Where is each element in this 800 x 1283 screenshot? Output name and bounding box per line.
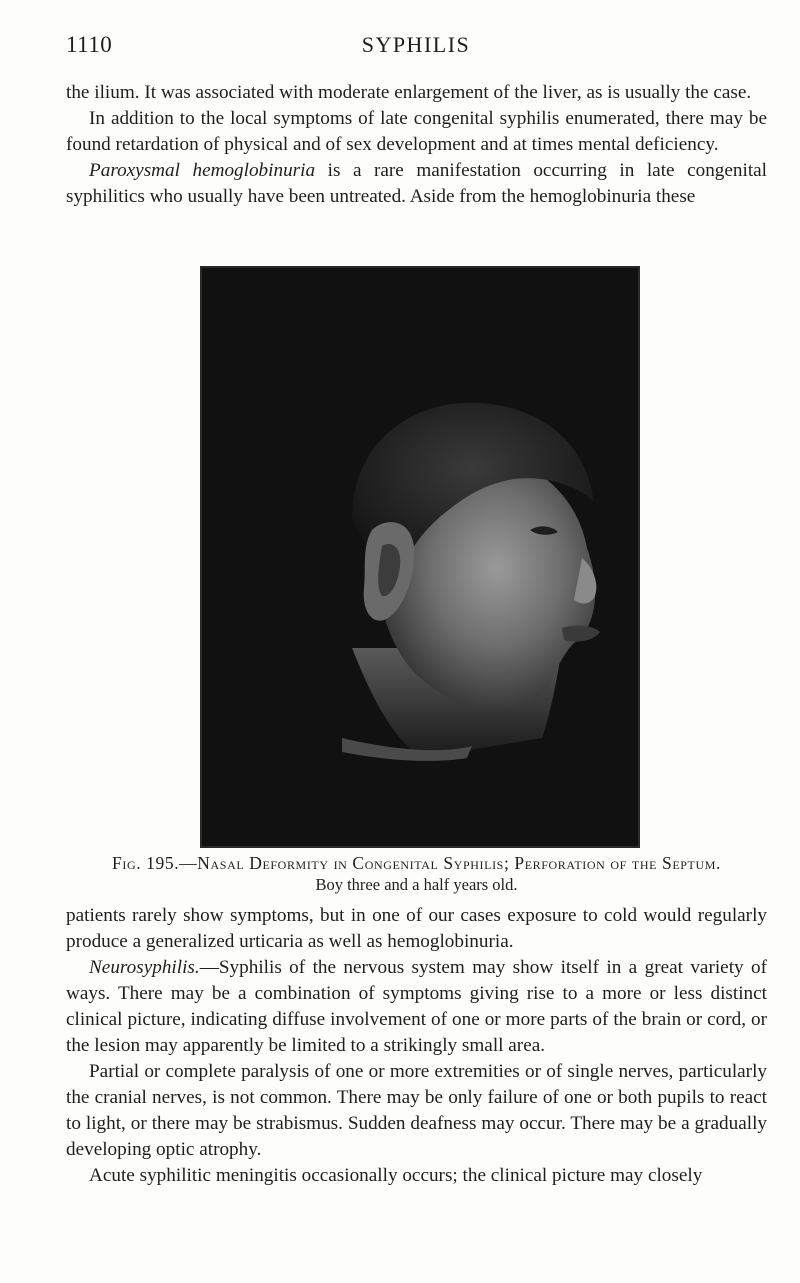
italic-term: Paroxysmal hemoglobinuria xyxy=(89,160,316,181)
paragraph xyxy=(66,955,767,1059)
page-number: 1110 xyxy=(66,32,113,57)
section-heading: Neurosyphilis. xyxy=(89,957,200,978)
caption-title: Fig. 195.—Nasal Deformity in Congenital Syphilis; Perforation of the Septum. xyxy=(112,853,721,873)
paragraph: patients rarely show symptoms, but in one of our cases exposure to cold would regularly produce a generalized urticaria as well as hemoglobinuria. xyxy=(66,905,767,952)
top-text-block xyxy=(66,80,767,210)
page-header xyxy=(66,32,766,62)
paragraph: the ilium. It was associated with moderate enlargement of the liver, as is usually the case. xyxy=(66,82,752,103)
caption-subtitle: Boy three and a half years old. xyxy=(315,875,518,894)
boy-profile-photo xyxy=(202,268,638,846)
bottom-text-block xyxy=(66,903,767,1189)
paragraph: Acute syphilitic meningitis occasionally occurs; the clinical picture may closely xyxy=(89,1165,703,1186)
paragraph-text: is a rare manifestation occurring in late congenital syphilitics who usually have been untreated. Aside from the hemoglobinuria these xyxy=(66,160,767,207)
paragraph-text: —Syphilis of the nervous system may show itself in a great variety of ways. There may be a combination of symptoms giving rise to a more or less distinct clinical picture, indicating diffuse involvement of one or more parts of the brain or cord, or the lesion may apparently be limited to a strikingly small area. xyxy=(66,957,767,1056)
paragraph: Partial or complete paralysis of one or more extremities or of single nerves, particularly the cranial nerves, is not common. There may be only failure of one or both pupils to react to light, or there may be strabismus. Sudden deafness may occur. There may be a gradually developing optic atrophy. xyxy=(66,1061,767,1160)
figure-caption xyxy=(66,852,767,896)
paragraph: In addition to the local symptoms of late congenital syphilis enumerated, there may be found retardation of physical and of sex development and at times mental deficiency. xyxy=(66,108,767,155)
paragraph xyxy=(66,158,767,210)
running-title: SYPHILIS xyxy=(361,32,471,57)
figure-photograph xyxy=(200,266,640,848)
